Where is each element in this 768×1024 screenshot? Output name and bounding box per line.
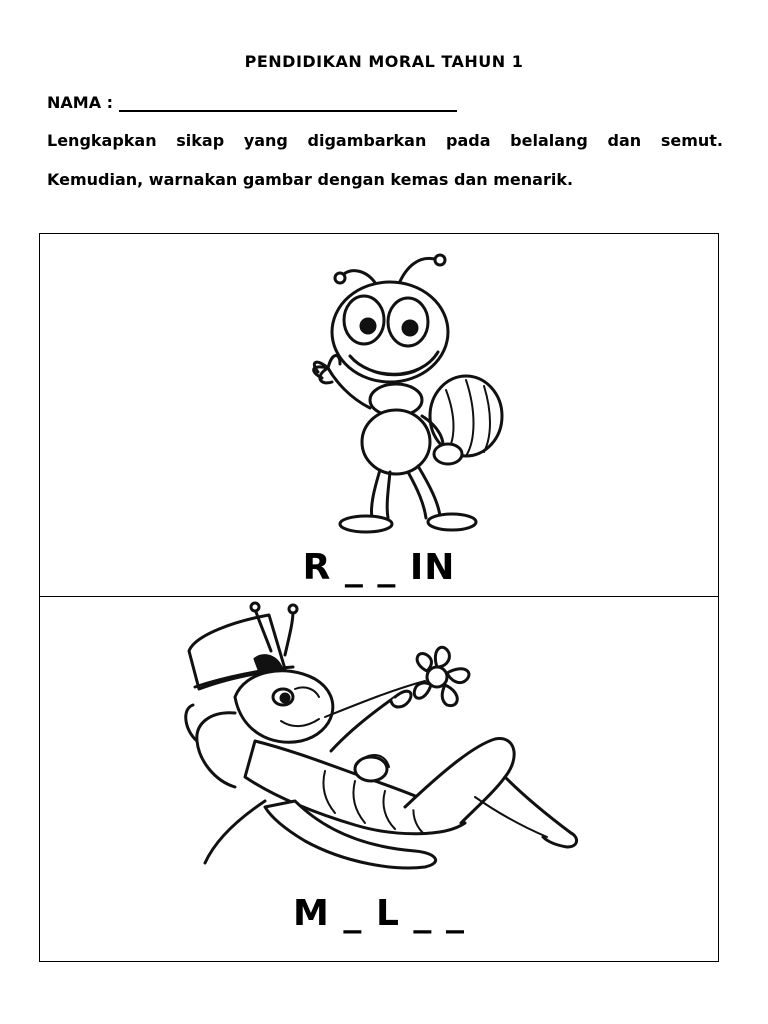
name-label: NAMA : xyxy=(47,93,114,112)
worksheet-title: PENDIDIKAN MORAL TAHUN 1 xyxy=(244,52,524,71)
ant-panel xyxy=(39,233,719,597)
grasshopper-icon xyxy=(175,601,585,873)
name-row xyxy=(47,93,457,112)
name-blank-line[interactable] xyxy=(119,96,457,112)
ant-answer-puzzle: R _ _ IN xyxy=(302,547,456,588)
grasshopper-answer-puzzle: M _ L _ _ xyxy=(293,893,465,934)
grasshopper-panel xyxy=(39,596,719,962)
instruction-line-1: Lengkapkan sikap yang digambarkan pada belalang dan semut. xyxy=(47,131,723,150)
ant-icon xyxy=(270,240,510,534)
instruction-line-2: Kemudian, warnakan gambar dengan kemas dan menarik. xyxy=(47,170,574,189)
